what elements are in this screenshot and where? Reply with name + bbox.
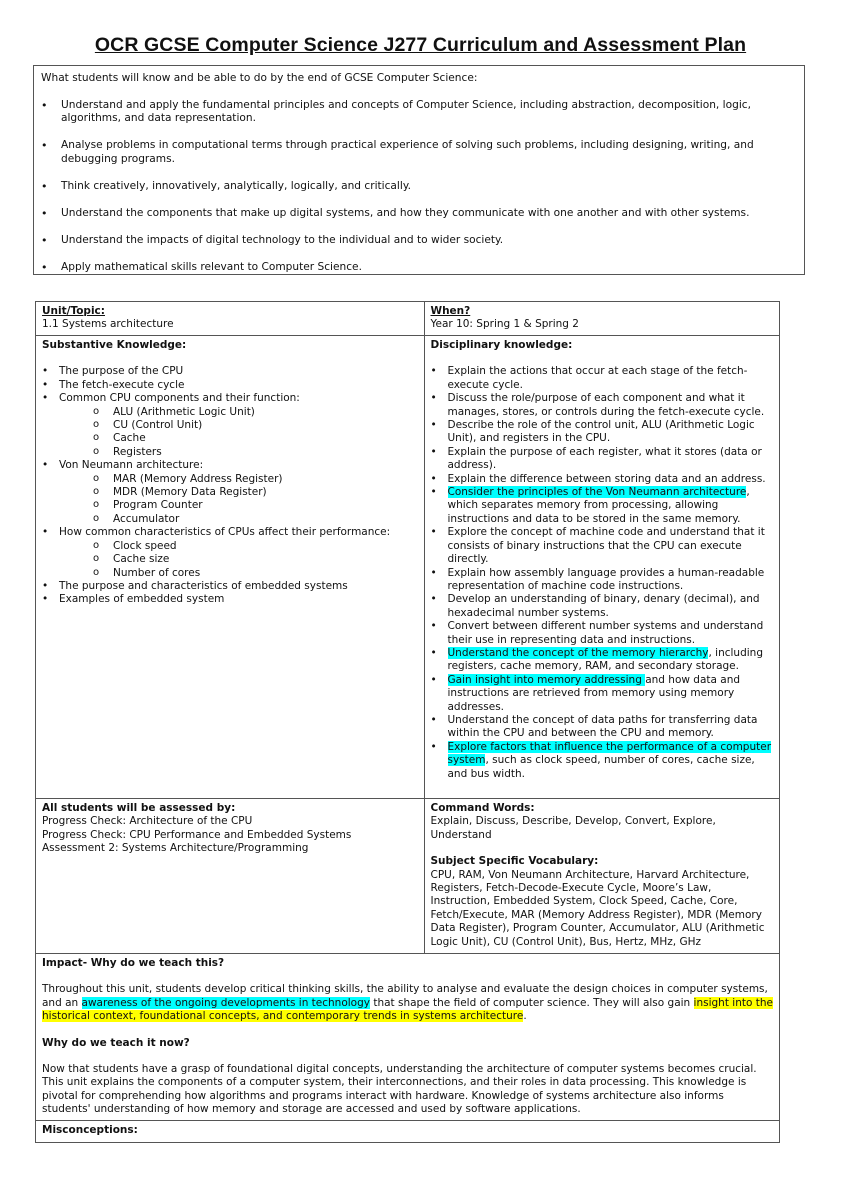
unit-row — [36, 302, 780, 336]
highlighted-text: awareness of the ongoing developments in technology — [81, 996, 370, 1009]
impact-row — [36, 954, 780, 1121]
list-item — [431, 741, 774, 781]
vocab-cell — [424, 799, 780, 954]
vocab-text: CPU, RAM, Von Neumann Architecture, Harvard Architecture, Registers, Fetch-Decode-Execute Cycle, Moore’s Law, Instruction, Embedded System, Clock Speed, Cache, Core, Fetch/Execute, MAR (Memory Address Register), MDR (Memory Data Register), Program Counter, Accumulator, ALU (Arithmetic Logic Unit), CU (Control Unit), Bus, Hertz, MHz, GHz — [430, 868, 765, 948]
substantive-heading: Substantive Knowledge: — [42, 339, 187, 351]
assessment-line: Progress Check: Architecture of the CPU — [42, 815, 253, 828]
misconceptions-cell — [36, 1121, 780, 1143]
list-item: • Explain the difference between storing data and an address. — [431, 473, 774, 486]
sub-item: o Number of cores — [59, 567, 418, 580]
why-now-paragraph: Now that students have a grasp of foundational digital concepts, understanding the architecture of computer systems becomes crucial. This unit explains the components of a computer system, their interconnections, and their roles in data processing. This knowledge is pivotal for comprehending how algorithms and programs interact with hardware. Knowledge of systems architecture also informs students' understanding of how memory and storage are accessed and used by software applications. — [42, 1063, 757, 1116]
outcome-item: • Apply mathematical skills relevant to Computer Science. — [41, 261, 797, 275]
list-item: • Understand the concept of data paths for transferring data within the CPU and between the CPU and memory. — [431, 714, 774, 741]
list-item — [431, 647, 774, 674]
outcome-item: • Understand the impacts of digital technology to the individual and to wider society. — [41, 234, 797, 248]
list-item: • Explain how assembly language provides a human-readable representation of machine code instructions. — [431, 567, 774, 594]
when-cell — [424, 302, 780, 336]
impact-cell — [36, 954, 780, 1121]
sub-item: o Program Counter — [59, 499, 418, 512]
list-item: • The purpose and characteristics of embedded systems — [42, 580, 418, 593]
list-item-text: , including registers, cache memory, RAM, and secondary storage. — [447, 646, 763, 673]
sub-item: o Registers — [59, 446, 418, 459]
sub-item: o Clock speed — [59, 540, 418, 553]
command-words-text: Explain, Discuss, Describe, Develop, Convert, Explore, Understand — [430, 815, 716, 841]
highlighted-text: Explore factors that influence the performance of a computer system — [447, 740, 772, 767]
list-item: • The fetch-execute cycle — [42, 379, 418, 392]
assessment-line: Assessment 2: Systems Architecture/Programming — [42, 842, 309, 855]
list-item — [42, 459, 418, 526]
list-item-text: , such as clock speed, number of cores, cache size, and bus width. — [447, 754, 755, 780]
impact-heading: Impact- Why do we teach this? — [42, 957, 225, 969]
list-item — [42, 526, 418, 580]
knowledge-row — [36, 336, 780, 799]
unit-cell — [36, 302, 425, 336]
list-item: • Convert between different number systems and understand their use in representing data and instructions. — [431, 620, 774, 647]
substantive-cell — [36, 336, 425, 799]
sub-item: o Cache size — [59, 553, 418, 566]
outcomes-list — [41, 99, 797, 275]
vocab-heading: Subject Specific Vocabulary: — [430, 855, 599, 868]
list-item-text: Common CPU components and their function: — [59, 392, 300, 405]
why-now-heading: Why do we teach it now? — [42, 1036, 190, 1049]
list-item — [431, 674, 774, 714]
impact-text: . — [523, 1010, 527, 1023]
disciplinary-cell — [424, 336, 780, 799]
outcomes-lead: What students will know and be able to do by the end of GCSE Computer Science: — [41, 72, 478, 84]
sub-item: o MDR (Memory Data Register) — [59, 486, 418, 499]
sub-list — [59, 406, 418, 460]
assessment-line: Progress Check: CPU Performance and Embedded Systems — [42, 828, 352, 841]
list-item: • The purpose of the CPU — [42, 365, 418, 378]
learning-outcomes-box — [33, 65, 805, 275]
list-item: • Discuss the role/purpose of each component and what it manages, stores, or controls during the fetch-execute cycle. — [431, 392, 774, 419]
list-item-text: How common characteristics of CPUs affect their performance: — [59, 526, 391, 539]
list-item-text: , which separates memory from processing, allowing instructions and data to be stored in the same memory. — [447, 486, 750, 525]
outcome-item: • Understand and apply the fundamental principles and concepts of Computer Science, including abstraction, decomposition, logic, algorithms, and data representation. — [41, 99, 797, 126]
sub-item: o ALU (Arithmetic Logic Unit) — [59, 406, 418, 419]
sub-list — [59, 473, 418, 527]
list-item: • Explore the concept of machine code and understand that it consists of binary instructions that the CPU can execute directly. — [431, 526, 774, 566]
when-value: Year 10: Spring 1 & Spring 2 — [430, 318, 579, 331]
list-item: • Describe the role of the control unit, ALU (Arithmetic Logic Unit), and registers in the CPU. — [431, 419, 774, 446]
sub-item: o CU (Control Unit) — [59, 419, 418, 432]
highlighted-text: Gain insight into memory addressing — [447, 673, 646, 686]
list-item: • Examples of embedded system — [42, 593, 418, 606]
highlighted-text: insight into the historical context, foundational concepts, and contemporary trends in systems architecture — [42, 996, 773, 1023]
sub-item: o Accumulator — [59, 513, 418, 526]
sub-item: o Cache — [59, 432, 418, 445]
disciplinary-heading: Disciplinary knowledge: — [430, 339, 573, 351]
unit-label: Unit/Topic: — [42, 305, 105, 317]
misconceptions-heading: Misconceptions: — [42, 1124, 138, 1136]
list-item: • Explain the purpose of each register, what it stores (data or address). — [431, 446, 774, 473]
assessment-cell — [36, 799, 425, 954]
disciplinary-list — [431, 365, 774, 781]
sub-list — [59, 540, 418, 580]
list-item — [431, 486, 774, 526]
impact-paragraph — [42, 983, 773, 1023]
highlighted-text: Understand the concept of the memory hierarchy — [447, 646, 709, 659]
assessment-row — [36, 799, 780, 954]
substantive-list — [42, 365, 418, 606]
misconceptions-row — [36, 1121, 780, 1143]
outcome-item: • Understand the components that make up digital systems, and how they communicate with one another and with other systems. — [41, 207, 797, 221]
list-item — [42, 392, 418, 459]
when-label: When? — [430, 305, 471, 317]
assessment-heading: All students will be assessed by: — [42, 802, 236, 814]
list-item-text: Von Neumann architecture: — [59, 459, 204, 472]
outcome-item: • Analyse problems in computational terms through practical experience of solving such problems, including designing, writing, and debugging programs. — [41, 139, 797, 166]
outcome-item: • Think creatively, innovatively, analytically, logically, and critically. — [41, 180, 797, 194]
command-words-heading: Command Words: — [430, 802, 535, 814]
unit-plan-table — [35, 301, 780, 1143]
impact-text: that shape the field of computer science. They will also gain — [369, 996, 694, 1009]
list-item: • Explain the actions that occur at each stage of the fetch-execute cycle. — [431, 365, 774, 392]
unit-value: 1.1 Systems architecture — [42, 318, 174, 331]
sub-item: o MAR (Memory Address Register) — [59, 473, 418, 486]
impact-text: Throughout this unit, students develop critical thinking skills, the ability to analyse and evaluate the design choices in computer systems, and an — [42, 983, 768, 1009]
list-item: • Develop an understanding of binary, denary (decimal), and hexadecimal number systems. — [431, 593, 774, 620]
page-title: OCR GCSE Computer Science J277 Curriculum and Assessment Plan — [94, 34, 747, 56]
list-item-text: and how data and instructions are retrieved from memory using memory addresses. — [447, 673, 741, 713]
highlighted-text: Consider the principles of the Von Neumann architecture — [447, 486, 747, 499]
